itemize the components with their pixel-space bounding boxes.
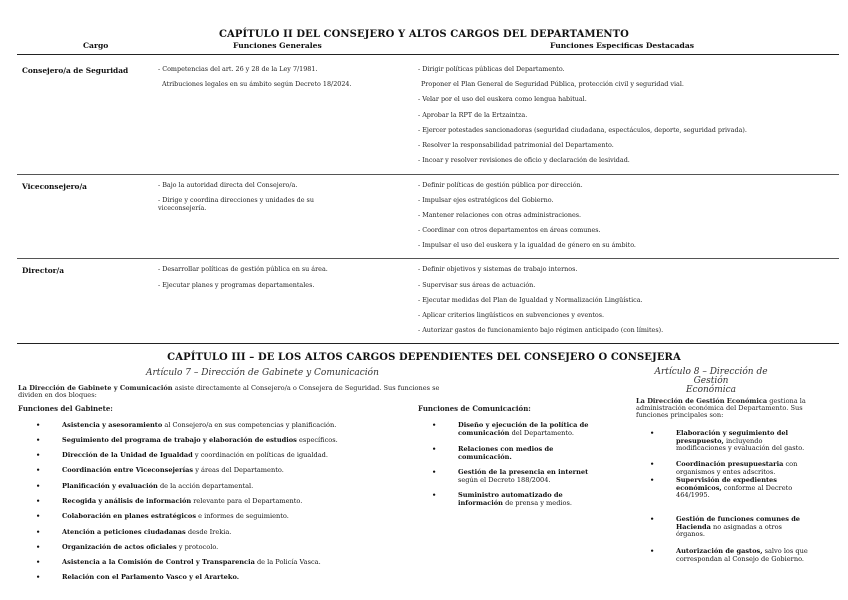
item-bold: Atención a peticiones ciudadanas: [62, 528, 186, 536]
chapter-2-title: CAPÍTULO II DEL CONSEJERO Y ALTOS CARGOS DEL DEPARTAMENTO: [218, 29, 629, 40]
item-bold: Coordinación presupuestaria: [676, 460, 784, 468]
item-bold: Relación con el Parlamento Vasco y el Ararteko.: [62, 573, 240, 581]
article-7-title: Artículo 7 – Dirección de Gabinete y Comunicación: [146, 368, 379, 378]
item-bold: Relaciones con medios de: [458, 445, 554, 453]
esp-item: - Aprobar la RPT de la Ertzaintza.: [418, 111, 528, 119]
article-8-intro-l2: administración económica del Departamento. Sus: [636, 404, 803, 412]
item-rest: conforme al Decreto: [721, 483, 793, 492]
item-bold: Autorización de gastos,: [676, 547, 763, 555]
esp-item: - Impulsar el uso del euskera y la igualdad de género en su ámbito.: [418, 241, 636, 249]
gen-item: - Ejecutar planes y programas departamentales.: [158, 281, 315, 289]
item-line-2: [676, 556, 808, 564]
esp-item: - Dirigir políticas públicas del Departamento.: [418, 65, 565, 73]
bullet-dot: •: [36, 482, 41, 490]
bullet-dot: •: [650, 460, 655, 468]
item-rest: correspondan al Consejo de Gobierno.: [676, 554, 805, 563]
item-line-2: [458, 430, 588, 438]
item-line-3: [676, 445, 804, 453]
list-item-text: [458, 446, 553, 461]
item-bold: económicos,: [676, 483, 722, 492]
article-8-title-l2: Económica: [685, 385, 737, 395]
header-funciones-generales: Funciones Generales: [233, 41, 322, 50]
item-rest: y coordinación en políticas de igualdad.: [192, 451, 328, 459]
esp-item: - Velar por el uso del euskera como lengua habitual.: [418, 95, 587, 103]
item-bold: Gestión de funciones comunes de: [676, 515, 801, 523]
article-8-title-l1: Artículo 8 – Dirección de Gestión: [654, 367, 768, 386]
chapter-3-title: CAPÍTULO III – DE LOS ALTOS CARGOS DEPENDIENTES DEL CONSEJERO O CONSEJERA: [167, 352, 681, 363]
esp-item: - Ejecutar medidas del Plan de Igualdad y Normalización Lingüística.: [418, 296, 643, 304]
bullet-dot: •: [650, 429, 655, 437]
esp-item: - Coordinar con otros departamentos en áreas comunes.: [418, 226, 601, 234]
gen-item: - Competencias del art. 26 y 28 de la Ley 7/1981.: [158, 65, 318, 73]
bullet-dot: •: [432, 491, 437, 499]
row-cargo-director: Director/a: [22, 266, 65, 275]
list-item-text: [676, 477, 792, 500]
row-divider: [17, 258, 839, 259]
list-item-text: [62, 513, 289, 521]
item-rest: según el Decreto 188/2004.: [458, 475, 551, 484]
item-bold: Diseño y ejecución de la política de: [458, 421, 589, 429]
item-bold: Colaboración en planes estratégicos: [62, 512, 197, 520]
gen-item: - Dirige y coordina direcciones y unidades de su viceconsejería.: [158, 196, 314, 212]
row-divider: [17, 174, 839, 175]
intro-bold: La Dirección de Gabinete y Comunicación: [18, 384, 173, 392]
esp-item: - Incoar y resolver revisiones de oficio y declaración de lesividad.: [418, 156, 630, 164]
bullet-dot: •: [36, 421, 41, 429]
intro-bold: La Dirección de Gestión Económica: [636, 397, 768, 405]
header-funciones-especificas: Funciones Especificas Destacadas: [550, 41, 695, 50]
bullet-dot: •: [650, 476, 655, 484]
item-rest: modificaciones y evaluación del gasto.: [676, 444, 805, 453]
item-bold: Recogida y análisis de información: [62, 497, 192, 505]
table-top-rule: [17, 54, 839, 55]
bullet-dot: •: [36, 497, 41, 505]
intro-rest: asiste directamente al Consejero/a o Consejera de Seguridad. Sus funciones se: [172, 384, 440, 392]
table-bottom-rule: [17, 343, 839, 344]
item-rest: de la Policía Vasca.: [254, 558, 321, 566]
bullet-dot: •: [36, 512, 41, 520]
article-8-intro-l3: funciones principales son:: [636, 411, 724, 419]
esp-item: - Definir políticas de gestión pública por dirección.: [418, 181, 583, 189]
list-item-text: [676, 516, 800, 539]
item-bold: presupuesto,: [676, 436, 724, 445]
list-item-text: [62, 437, 338, 445]
item-bold: Asistencia a la Comisión de Control y Transparencia: [62, 558, 255, 566]
item-bold: Dirección de la Unidad de Igualdad: [62, 451, 193, 459]
bullet-dot: •: [36, 436, 41, 444]
item-rest: 464/1995.: [676, 491, 710, 500]
list-item-text: [62, 544, 218, 552]
item-rest: salvo los que: [762, 547, 808, 555]
list-item-text: [62, 422, 336, 430]
item-rest: e informes de seguimiento.: [196, 512, 289, 520]
esp-item: Proponer el Plan General de Seguridad Pública, protección civil y seguridad vial.: [421, 80, 684, 88]
item-rest: con: [783, 460, 798, 468]
bullet-dot: •: [432, 468, 437, 476]
row-cargo-viceconsejero: Viceconsejero/a: [22, 182, 87, 191]
gabinete-heading: Funciones del Gabinete:: [18, 404, 113, 413]
header-cargo: Cargo: [83, 41, 109, 50]
item-rest: del Departamento.: [509, 428, 574, 437]
list-item-text: [62, 559, 321, 567]
item-line-2: [458, 454, 553, 462]
item-bold: Planificación y evaluación: [62, 482, 158, 490]
item-rest: específicos.: [296, 436, 338, 444]
item-bold: Coordinación entre Viceconsejerías: [62, 466, 194, 474]
bullet-dot: •: [36, 451, 41, 459]
item-line-3: [676, 492, 792, 500]
item-bold: comunicación: [458, 428, 510, 437]
bullet-dot: •: [36, 528, 41, 536]
list-item-text: [62, 467, 284, 475]
esp-item: - Impulsar ejes estratégicos del Gobierno.: [418, 196, 554, 204]
item-bold: Hacienda: [676, 522, 711, 531]
item-bold: Organización de actos oficiales: [62, 543, 177, 551]
item-rest: al Consejero/a en sus competencias y planificación.: [162, 421, 337, 429]
comunicacion-heading: Funciones de Comunicación:: [418, 404, 531, 413]
list-item-text: [62, 529, 231, 537]
intro-rest: gestiona la: [767, 397, 806, 405]
esp-item: - Autorizar gastos de funcionamiento bajo régimen anticipado (con límites).: [418, 326, 664, 334]
gen-item: - Desarrollar políticas de gestión pública en su área.: [158, 265, 328, 273]
bullet-dot: •: [432, 445, 437, 453]
list-item-text: [676, 461, 797, 476]
item-rest: organismos y entes adscritos.: [676, 467, 776, 476]
item-bold: comunicación.: [458, 452, 512, 461]
esp-item: - Resolver la responsabilidad patrimonial del Departamento.: [418, 141, 614, 149]
list-item-text: [458, 492, 572, 507]
esp-item: - Definir objetivos y sistemas de trabajo internos.: [418, 265, 578, 273]
item-bold: información: [458, 498, 503, 507]
bullet-dot: •: [36, 573, 41, 581]
item-rest: incluyendo: [723, 436, 763, 445]
article-8-title: [636, 368, 786, 395]
item-bold: Seguimiento del programa de trabajo y elaboración de estudios: [62, 436, 297, 444]
bullet-dot: •: [36, 466, 41, 474]
list-item-text: [676, 548, 808, 563]
item-line-2: [458, 477, 588, 485]
list-item-text: [62, 483, 253, 491]
item-bold: Supervisión de expedientes: [676, 476, 777, 484]
item-rest: órganos.: [676, 530, 705, 539]
list-item-text: [458, 469, 588, 484]
gen-item: Atribuciones legales en su ámbito según Decreto 18/2024.: [162, 80, 352, 88]
item-rest: y protocolo.: [176, 543, 219, 551]
bullet-dot: •: [650, 515, 655, 523]
item-line-2: [458, 500, 572, 508]
list-item-text: [458, 422, 588, 437]
item-rest: relevante para el Departamento.: [191, 497, 303, 505]
esp-item: - Mantener relaciones con otras administraciones.: [418, 211, 582, 219]
item-line-3: [676, 531, 800, 539]
list-item-text: [676, 430, 804, 453]
esp-item: - Ejercer potestades sancionadoras (seguridad ciudadana, espectáculos, deporte, seguridad privada).: [418, 126, 747, 134]
item-bold: Asistencia y asesoramiento: [62, 421, 163, 429]
list-item-text: [62, 498, 302, 506]
item-rest: de la acción departamental.: [157, 482, 254, 490]
bullet-dot: •: [36, 558, 41, 566]
list-item-text: [62, 574, 239, 582]
esp-item: - Aplicar criterios lingüísticos en subvenciones y eventos.: [418, 311, 605, 319]
item-rest: y áreas del Departamento.: [193, 466, 284, 474]
item-rest: no asignadas a otros: [710, 522, 782, 531]
item-bold: Suministro automatizado de: [458, 491, 563, 499]
item-rest: desde Irekia.: [185, 528, 232, 536]
bullet-dot: •: [650, 547, 655, 555]
gen-item: - Bajo la autoridad directa del Consejero/a.: [158, 181, 298, 189]
list-item-text: [62, 452, 328, 460]
esp-item: - Supervisar sus áreas de actuación.: [418, 281, 536, 289]
article-7-intro-l2: dividen en dos bloques:: [18, 391, 97, 399]
item-rest: de prensa y medios.: [502, 498, 572, 507]
row-cargo-consejero: Consejero/a de Seguridad: [22, 66, 129, 75]
item-bold: Elaboración y seguimiento del: [676, 429, 789, 437]
bullet-dot: •: [432, 421, 437, 429]
bullet-dot: •: [36, 543, 41, 551]
item-bold: Gestión de la presencia en internet: [458, 468, 589, 476]
